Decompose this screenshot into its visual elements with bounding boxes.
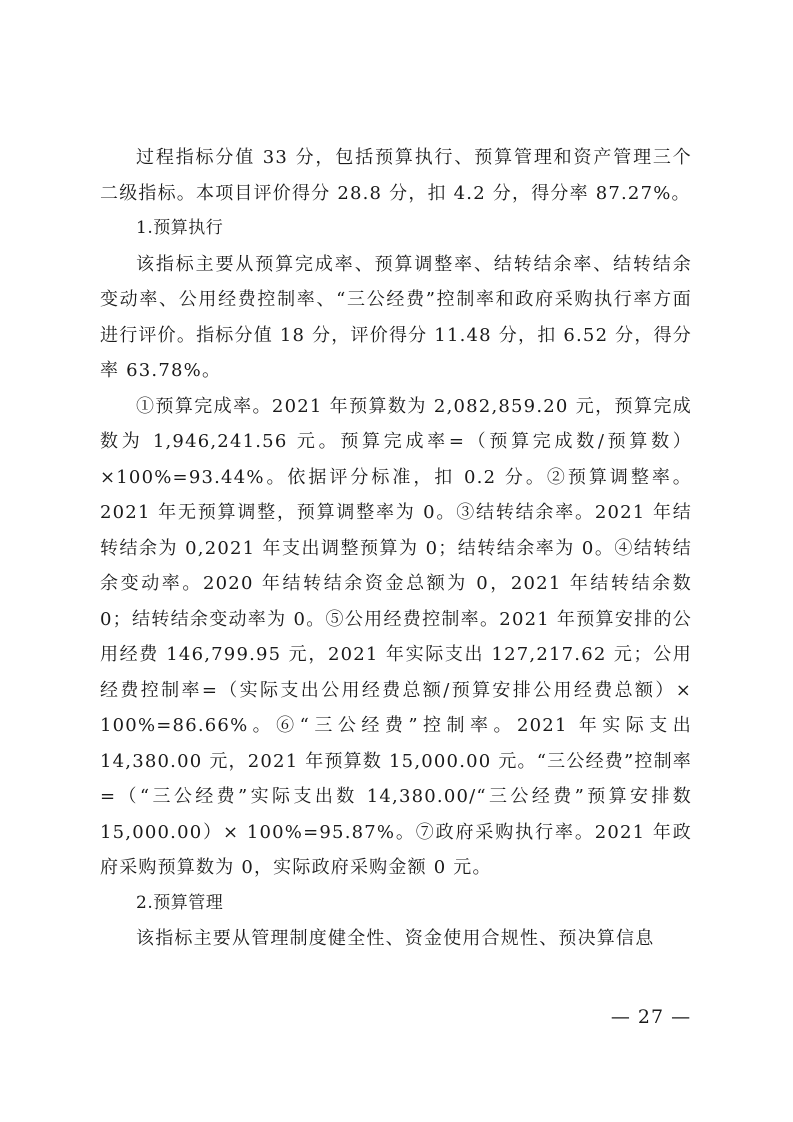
budget-management-paragraph: 该指标主要从管理制度健全性、资金使用合规性、预决算信息: [136, 928, 655, 949]
section-heading-budget-execution: 1.预算执行: [136, 218, 224, 238]
budget-execution-paragraph: 该指标主要从预算完成率、预算调整率、结转结余率、结转结余变动率、公用经费控制率、“三公经费”控制率和政府采购执行率方面进行评价。指标分值 18 分，评价得分 11.48 分，扣 6.52 分，得分率 63.78%。: [100, 253, 692, 381]
page-number: — 27 —: [610, 1006, 692, 1028]
intro-paragraph: 过程指标分值 33 分，包括预算执行、预算管理和资产管理三个二级指标。本项目评价得分 28.8 分，扣 4.2 分，得分率 87.27%。: [100, 147, 692, 204]
budget-details-paragraph: ①预算完成率。2021 年预算数为 2,082,859.20 元，预算完成数为 1,946,241.56 元。预算完成率=（预算完成数/预算数）×100%=93.44%。依据评分标准，扣 0.2 分。②预算调整率。2021 年无预算调整，预算调整率为 0。③结转结余率。2021 年结转结余为 0,2021 年支出调整预算为 0；结转结余率为 0。④结转结余变动率。2020 年结转结余资金总额为 0，2021 年结转结余数 0；结转结余变动率为 0。⑤公用经费控制率。2021 年预算安排的公用经费 146,799.95 元，2021 年实际支出 127,217.62 元；公用经费控制率=（实际支出公用经费总额/预算安排公用经费总额）× 100%=86.66%。⑥“三公经费”控制率。2021 年实际支出 14,380.00 元，2021 年预算数 15,000.00 元。“三公经费”控制率=（“三公经费”实际支出数 14,380.00/“三公经费”预算安排数 15,000.00）× 100%=95.87%。⑦政府采购执行率。2021 年政府采购预算数为 0，实际政府采购金额 0 元。: [100, 395, 692, 878]
section-heading-budget-management: 2.预算管理: [136, 892, 224, 913]
body-text: [100, 140, 692, 957]
